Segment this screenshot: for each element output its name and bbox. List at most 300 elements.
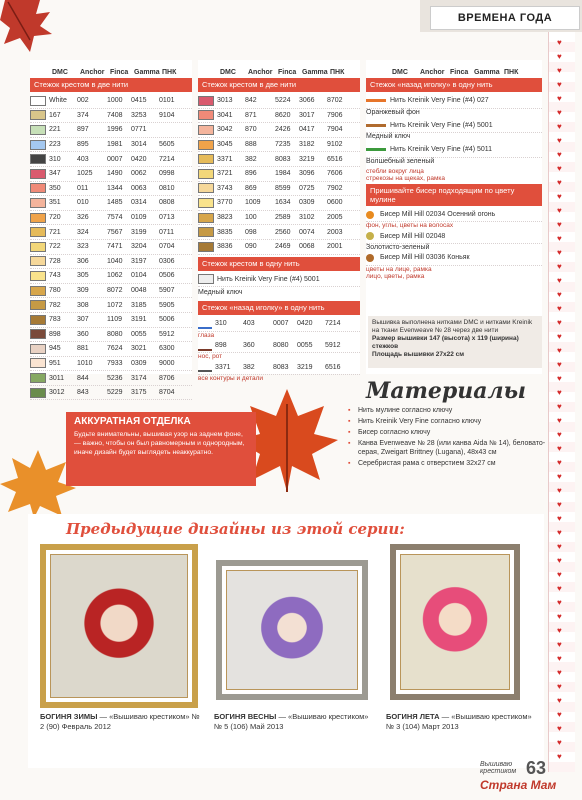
key-row xyxy=(198,182,360,197)
heart-icon: ♥ xyxy=(557,80,562,89)
key-cell: 306 xyxy=(77,257,89,265)
symbol xyxy=(30,140,46,150)
col-gamma: Gamma xyxy=(302,69,328,76)
key-cell: 0600 xyxy=(327,199,343,207)
heart-icon: ♥ xyxy=(557,262,562,271)
symbol xyxy=(198,96,214,106)
key-cell: 8083 xyxy=(275,155,291,163)
key-cell: 1485 xyxy=(107,199,123,207)
key-cell: 898 xyxy=(215,342,227,350)
symbol xyxy=(30,213,46,223)
key-cell: 7933 xyxy=(107,359,123,367)
heart-icon: ♥ xyxy=(557,612,562,621)
symbol xyxy=(30,125,46,135)
heart-icon: ♥ xyxy=(557,388,562,397)
key-cell: 3204 xyxy=(131,243,147,251)
key-cell: 1025 xyxy=(77,170,93,178)
key-cell: 1634 xyxy=(275,199,291,207)
key-cell: 8702 xyxy=(327,97,343,105)
col-pnk: ПНК xyxy=(330,69,345,76)
bead-note: фон, углы, цветы на волосах xyxy=(366,222,454,230)
key-cell: 0998 xyxy=(159,170,175,178)
backstitch-row xyxy=(198,339,360,354)
bead-row xyxy=(366,229,542,244)
key-cell: 0704 xyxy=(159,243,175,251)
symbol xyxy=(198,110,214,120)
key-cell: 0713 xyxy=(159,214,175,222)
symbol xyxy=(30,358,46,368)
heart-icon: ♥ xyxy=(557,276,562,285)
key-cell: 3021 xyxy=(131,345,147,353)
col-pnk-label: ПНК xyxy=(162,69,177,76)
heart-icon: ♥ xyxy=(557,444,562,453)
key-header xyxy=(30,60,192,76)
symbol xyxy=(30,329,46,339)
design-frame-summer xyxy=(390,544,520,700)
symbol xyxy=(198,140,214,150)
heart-icon: ♥ xyxy=(557,304,562,313)
key-cell: 0055 xyxy=(131,330,147,338)
key-cell: 374 xyxy=(77,111,89,119)
heart-icon: ♥ xyxy=(557,724,562,733)
backstitch-rows xyxy=(198,317,360,382)
key-cell: 167 xyxy=(49,111,61,119)
key-cell: 1344 xyxy=(107,184,123,192)
heart-icon: ♥ xyxy=(557,458,562,467)
key-cell: 3743 xyxy=(217,184,233,192)
heart-icon: ♥ xyxy=(557,430,562,439)
key-cell: 221 xyxy=(49,126,61,134)
red-note: стрекозы на щеках, рамка xyxy=(366,174,446,182)
watermark: Страна Мам xyxy=(480,778,557,792)
symbol xyxy=(30,242,46,252)
key-cell: 324 xyxy=(77,228,89,236)
key-header xyxy=(198,60,360,76)
bead-note: цветы на лице, рамка xyxy=(366,265,432,273)
key-row xyxy=(30,328,192,343)
key-row xyxy=(198,109,360,124)
col-pnk: ПНК xyxy=(504,69,519,76)
key-cell: 3175 xyxy=(131,389,147,397)
caption-spring xyxy=(214,712,374,732)
key-cell: 010 xyxy=(77,199,89,207)
side-ribbon xyxy=(548,32,575,772)
key-cell: 3371 xyxy=(217,155,233,163)
key-cell: 881 xyxy=(77,345,89,353)
key-cell: 8072 xyxy=(107,287,123,295)
key-cell: 3253 xyxy=(131,111,147,119)
heart-icon: ♥ xyxy=(557,402,562,411)
key-cell: 223 xyxy=(49,141,61,149)
key-cell: 3770 xyxy=(217,199,233,207)
kreinik-label: Нить Kreinik Very Fine (#4) 027 xyxy=(390,97,489,105)
heart-icon: ♥ xyxy=(557,108,562,117)
heart-icon: ♥ xyxy=(557,542,562,551)
section-bar: Стежок крестом в две нити xyxy=(30,78,192,92)
symbol xyxy=(30,169,46,179)
symbol xyxy=(198,242,214,252)
backstitch-note: нос, рот xyxy=(198,353,223,361)
mag-line: крестиком xyxy=(480,768,517,775)
key-rows xyxy=(30,94,192,400)
key-cell: 728 xyxy=(49,257,61,265)
key-cell: 0808 xyxy=(159,199,175,207)
symbol xyxy=(198,169,214,179)
key-cell: 844 xyxy=(77,374,89,382)
key-cell: 8080 xyxy=(273,342,289,350)
key-cell: 720 xyxy=(49,214,61,222)
key-cell: 100 xyxy=(245,214,257,222)
col-finca: Finca xyxy=(110,69,129,76)
bead-label: Бисер Mill Hill 02034 Осенний огонь xyxy=(380,211,496,219)
heart-icon: ♥ xyxy=(557,584,562,593)
size-text: Размер вышивки 147 (высота) x 119 (ширина) стежков xyxy=(372,335,519,350)
bead-list xyxy=(366,208,542,273)
key-cell: 9102 xyxy=(327,141,343,149)
symbol xyxy=(30,286,46,296)
key-cell: 0068 xyxy=(299,243,315,251)
key-row xyxy=(30,138,192,153)
heart-icon: ♥ xyxy=(557,178,562,187)
key-cell: 5912 xyxy=(159,330,175,338)
col-finca: Finca xyxy=(450,69,469,76)
symbol xyxy=(198,227,214,237)
key-cell: 3182 xyxy=(299,141,315,149)
kreinik-label: Нить Kreinik Very Fine (#4) 5001 xyxy=(217,275,320,283)
caption-winter xyxy=(40,712,200,732)
key-cell: 2469 xyxy=(275,243,291,251)
bead-row xyxy=(366,251,542,266)
key-cell: 898 xyxy=(49,330,61,338)
key-row xyxy=(30,167,192,182)
heart-icon: ♥ xyxy=(557,164,562,173)
key-cell: 0314 xyxy=(131,199,147,207)
symbol xyxy=(30,256,46,266)
heart-icon: ♥ xyxy=(557,94,562,103)
maple-leaf-icon xyxy=(0,0,60,60)
heart-icon: ♥ xyxy=(557,472,562,481)
kreinik-row xyxy=(198,273,360,288)
key-cell: 5907 xyxy=(159,287,175,295)
col-gamma: Gamma xyxy=(134,69,160,76)
tip-text: Будьте внимательны, вышивая узор на заднем фоне, — важно, чтобы он был равномерным и однородным, иначе дизайн будет выглядеть неаккуратно. xyxy=(74,431,245,456)
key-row xyxy=(198,123,360,138)
material-item: ▪ Канва Evenweave № 28 (или канва Aida № 14), беловато-серая, Zweigart Brittney (Lugana), 48x43 см xyxy=(348,439,548,457)
symbol xyxy=(30,183,46,193)
key-cell: 7606 xyxy=(327,170,343,178)
caption-name: БОГИНЯ ЗИМЫ xyxy=(40,712,98,721)
key-cell: 9000 xyxy=(159,359,175,367)
maple-leaf-icon xyxy=(0,448,76,518)
heart-icon: ♥ xyxy=(557,654,562,663)
key-cell: 3219 xyxy=(297,363,313,371)
kreinik-row xyxy=(366,143,542,158)
key-cell: 0062 xyxy=(131,170,147,178)
key-row xyxy=(30,255,192,270)
key-cell: 3721 xyxy=(217,170,233,178)
key-cell: 323 xyxy=(77,243,89,251)
section-bar: Стежок «назад иголку» в одну нить xyxy=(366,78,542,92)
symbol xyxy=(30,227,46,237)
key-cell: 307 xyxy=(77,316,89,324)
key-cell: 869 xyxy=(245,184,257,192)
heart-icon: ♥ xyxy=(557,570,562,579)
heart-icon: ♥ xyxy=(557,598,562,607)
key-cell: 3174 xyxy=(131,374,147,382)
key-cell: 1996 xyxy=(107,126,123,134)
key-cell: 783 xyxy=(49,316,61,324)
key-cell: 0420 xyxy=(297,320,313,328)
mag-line: Вышиваю xyxy=(480,761,513,768)
key-header xyxy=(366,60,542,76)
key-cell: 5605 xyxy=(159,141,175,149)
key-cell: White xyxy=(49,97,67,105)
key-cell: 1984 xyxy=(275,170,291,178)
key-cell: 0506 xyxy=(159,272,175,280)
key-row xyxy=(198,152,360,167)
symbol xyxy=(198,274,214,284)
heart-icon: ♥ xyxy=(557,668,562,677)
key-cell: 347 xyxy=(49,170,61,178)
symbol xyxy=(198,362,212,372)
key-cell: 2426 xyxy=(275,126,291,134)
bead-row xyxy=(366,208,542,223)
key-cell: 3066 xyxy=(299,97,315,105)
key-cell: 011 xyxy=(77,184,89,192)
key-cell: 3835 xyxy=(217,228,233,236)
key-cell: 895 xyxy=(77,141,89,149)
key-cell: 870 xyxy=(245,126,257,134)
caption-rest: — «Вышиваю крестиком» № 3 (104) Март 2013 xyxy=(386,712,532,731)
key-cell: 7408 xyxy=(107,111,123,119)
design-frame-winter xyxy=(40,544,198,708)
key-row xyxy=(30,357,192,372)
stitch-info xyxy=(368,316,542,368)
heart-icon: ♥ xyxy=(557,500,562,509)
materials-list xyxy=(348,406,548,468)
key-cell: 3219 xyxy=(299,155,315,163)
key-cell: 7567 xyxy=(107,228,123,236)
key-cell: 0048 xyxy=(131,287,147,295)
caption-name: БОГИНЯ ЛЕТА xyxy=(386,712,440,721)
key-cell: 0104 xyxy=(131,272,147,280)
key-row xyxy=(30,284,192,299)
page-number: 63 xyxy=(526,758,547,778)
key-cell: 3011 xyxy=(49,374,65,382)
backstitch-note: глаза xyxy=(198,331,215,339)
key-cell: 382 xyxy=(245,155,257,163)
key-cell: 7214 xyxy=(159,155,175,163)
key-cell: 871 xyxy=(245,111,257,119)
material-item: ▪ Нить мулине согласно ключу xyxy=(348,406,548,415)
key-cell: 945 xyxy=(49,345,61,353)
material-item: ▪ Бисер согласно ключу xyxy=(348,428,548,437)
key-cell: 888 xyxy=(245,141,257,149)
key-cell: 1072 xyxy=(107,301,123,309)
key-cell: 843 xyxy=(77,389,89,397)
key-cell: 3017 xyxy=(299,111,315,119)
key-cell: 310 xyxy=(49,155,61,163)
key-cell: 403 xyxy=(77,155,89,163)
key-cell: 743 xyxy=(49,272,61,280)
key-cell: 2005 xyxy=(327,214,343,222)
key-cell: 308 xyxy=(77,301,89,309)
key-cell: 1109 xyxy=(107,316,123,324)
heart-icon: ♥ xyxy=(557,514,562,523)
key-cell: 8599 xyxy=(275,184,291,192)
key-row xyxy=(30,211,192,226)
key-cell: 1981 xyxy=(107,141,123,149)
key-cell: 360 xyxy=(77,330,89,338)
caption-rest: — «Вышиваю крестиком» № 5 (106) Май 2013 xyxy=(214,712,369,731)
key-row xyxy=(30,240,192,255)
key-cell: 7902 xyxy=(327,184,343,192)
key-cell: 5006 xyxy=(159,316,175,324)
key-cell: 2003 xyxy=(327,228,343,236)
section-bar: Пришивайте бисер подходящим по цвету мулине xyxy=(366,184,542,206)
key-cell: 3042 xyxy=(217,126,233,134)
key-cell: 7471 xyxy=(107,243,123,251)
symbol xyxy=(198,183,214,193)
key-row xyxy=(30,298,192,313)
key-cell: 5224 xyxy=(275,97,291,105)
key-cell: 0055 xyxy=(297,342,313,350)
symbol xyxy=(198,154,214,164)
key-cell: 0771 xyxy=(131,126,147,134)
key-cell: 8706 xyxy=(159,374,175,382)
col-pnk xyxy=(162,69,190,76)
tip-title: АККУРАТНАЯ ОТДЕЛКА xyxy=(74,416,191,427)
key-cell: 3045 xyxy=(217,141,233,149)
key-cell: 0063 xyxy=(131,184,147,192)
key-cell: 5905 xyxy=(159,301,175,309)
col-dmc: DMC xyxy=(392,69,408,76)
key-cell: 0074 xyxy=(299,228,315,236)
heart-icon: ♥ xyxy=(557,192,562,201)
key-row xyxy=(30,225,192,240)
key-cell: 722 xyxy=(49,243,61,251)
heart-icon: ♥ xyxy=(557,346,562,355)
key-cell: 0420 xyxy=(131,155,147,163)
key-cell: 3185 xyxy=(131,301,147,309)
symbol xyxy=(30,344,46,354)
col-anchor: Anchor xyxy=(80,69,105,76)
key-cell: 0415 xyxy=(131,97,147,105)
key-row xyxy=(30,196,192,211)
backstitch-row xyxy=(198,317,360,332)
key-row xyxy=(30,123,192,138)
key-cell: 721 xyxy=(49,228,61,236)
key-cell: 3096 xyxy=(299,170,315,178)
design-frame-spring xyxy=(216,560,368,700)
caption-name: БОГИНЯ ВЕСНЫ xyxy=(214,712,277,721)
key-cell: 3014 xyxy=(131,141,147,149)
key-cell: 305 xyxy=(77,272,89,280)
key-rows xyxy=(198,94,360,255)
key-cell: 002 xyxy=(77,97,89,105)
key-cell: 7235 xyxy=(275,141,291,149)
bead-note: Золотисто-зеленый xyxy=(366,243,430,251)
material-item: ▪ Нить Kreinik Very Fine согласно ключу xyxy=(348,417,548,426)
symbol xyxy=(30,198,46,208)
key-cell: 896 xyxy=(245,170,257,178)
key-cell: 3012 xyxy=(49,389,65,397)
kreinik-row xyxy=(366,94,542,109)
key-cell: 8704 xyxy=(159,389,175,397)
key-cell: 0417 xyxy=(299,126,315,134)
key-cell: 3013 xyxy=(217,97,233,105)
symbol xyxy=(30,388,46,398)
heart-icon: ♥ xyxy=(557,150,562,159)
materials-box xyxy=(348,378,548,470)
col-anchor: Anchor xyxy=(248,69,273,76)
key-row xyxy=(30,371,192,386)
key-cell: 2001 xyxy=(327,243,343,251)
key-cell: 3823 xyxy=(217,214,233,222)
info-text: Вышивка выполнена нитками DMC и нитками Kreinik на ткани Evenweave № 28 через две нити xyxy=(372,319,533,334)
heart-icon: ♥ xyxy=(557,528,562,537)
key-cell: 951 xyxy=(49,359,61,367)
key-cell: 326 xyxy=(77,214,89,222)
heart-icon: ♥ xyxy=(557,66,562,75)
heart-icon: ♥ xyxy=(557,738,562,747)
key-cell: 2589 xyxy=(275,214,291,222)
tip-box xyxy=(66,412,256,486)
bead-label: Бисер Mill Hill 03036 Коньяк xyxy=(380,254,470,262)
key-cell: 3199 xyxy=(131,228,147,236)
key-cell: 403 xyxy=(243,320,255,328)
key-cell: 0711 xyxy=(159,228,175,236)
col-dmc: DMC xyxy=(220,69,236,76)
strand-swatch xyxy=(366,99,386,102)
key-cell: 0101 xyxy=(159,97,175,105)
bead-icon xyxy=(366,232,374,240)
key-cell: 3197 xyxy=(131,257,147,265)
design-image xyxy=(400,554,510,690)
key-row xyxy=(198,211,360,226)
heart-icon: ♥ xyxy=(557,220,562,229)
symbol xyxy=(198,319,212,329)
key-cell: 7906 xyxy=(327,111,343,119)
key-cell: 3041 xyxy=(217,111,233,119)
heart-icon: ♥ xyxy=(557,416,562,425)
key-cell: 1040 xyxy=(107,257,123,265)
red-note: стебли вокруг лица xyxy=(366,167,424,175)
key-column-1 xyxy=(30,60,192,397)
key-cell: 3836 xyxy=(217,243,233,251)
heart-icon: ♥ xyxy=(557,486,562,495)
strand-swatch xyxy=(366,124,386,127)
key-cell: 098 xyxy=(245,228,257,236)
backstitch-row xyxy=(198,360,360,375)
section-bar: Стежок «назад иголку» в одну нить xyxy=(198,301,360,315)
key-row xyxy=(30,109,192,124)
key-cell: 1010 xyxy=(77,359,93,367)
caption-summer xyxy=(386,712,536,732)
key-cell: 5236 xyxy=(107,374,123,382)
key-cell: 7624 xyxy=(107,345,123,353)
symbol xyxy=(30,315,46,325)
section-bar: Стежок крестом в две нити xyxy=(198,78,360,92)
key-cell: 2560 xyxy=(275,228,291,236)
symbol xyxy=(30,110,46,120)
heart-icon: ♥ xyxy=(557,248,562,257)
key-row xyxy=(198,167,360,182)
section-bar: Стежок крестом в одну нить xyxy=(198,257,360,271)
key-cell: 6516 xyxy=(327,155,343,163)
col-dmc: DMC xyxy=(52,69,68,76)
key-cell: 8083 xyxy=(273,363,289,371)
